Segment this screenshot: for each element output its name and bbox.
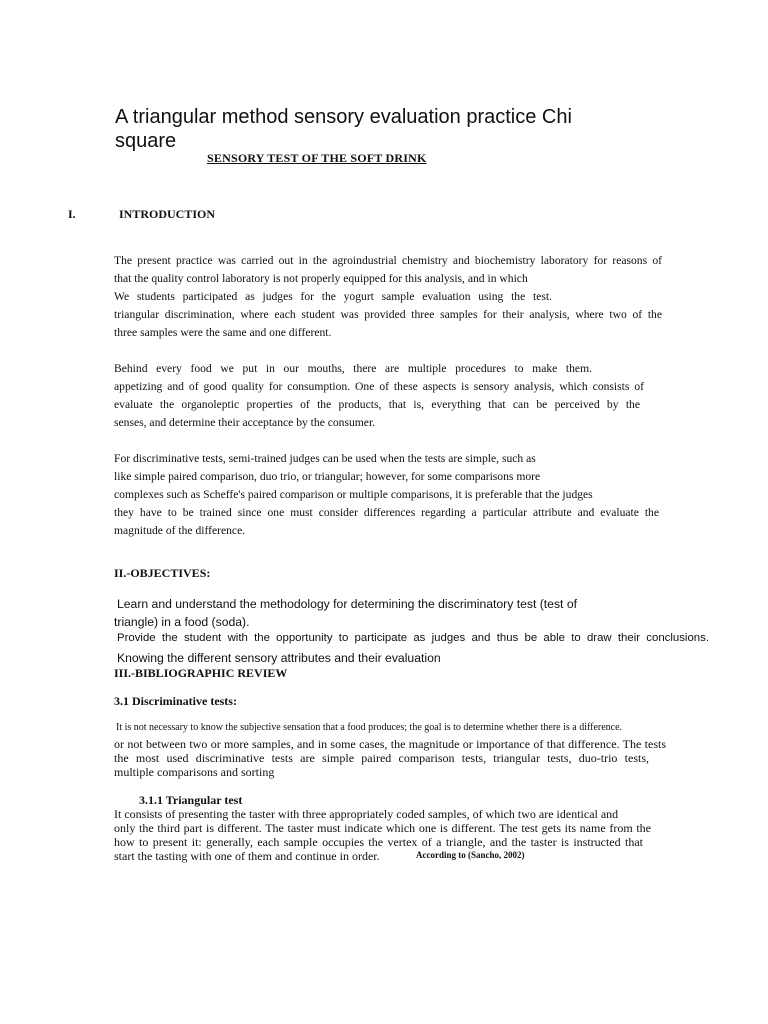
paragraph-line: multiple comparisons and sorting	[114, 765, 275, 779]
paragraph-line: Behind every food we put in our mouths, there are multiple procedures to make them.	[114, 362, 592, 375]
document-title-line2: square	[115, 130, 177, 152]
triangular-test-paragraph	[114, 807, 651, 863]
paragraph-line: We students participated as judges for the yogurt sample evaluation using the test.	[114, 290, 552, 303]
section-heading-introduction: INTRODUCTION	[119, 207, 216, 221]
paragraph-line: the most used discriminative tests are simple paired comparison tests, triangular tests, duo-trio tests,	[114, 751, 649, 765]
section-number-1: I.	[68, 207, 76, 221]
paragraph-line: they have to be trained since one must consider differences regarding a particular attribute and evaluate the	[114, 506, 659, 519]
document-subtitle: SENSORY TEST OF THE SOFT DRINK	[207, 151, 427, 165]
paragraph-intro-1	[114, 252, 662, 342]
paragraph-line: magnitude of the difference.	[114, 524, 246, 537]
paragraph-line: triangular discrimination, where each student was provided three samples for their analysis, where two of the	[114, 308, 662, 321]
paragraph-line: The present practice was carried out in the agroindustrial chemistry and biochemistry laboratory for reasons of	[114, 254, 662, 267]
objective-item-1-line2: triangle) in a food (soda).	[114, 615, 250, 629]
paragraph-intro-2	[114, 360, 644, 432]
paragraph-line: appetizing and of good quality for consumption. One of these aspects is sensory analysis, which consists of	[114, 380, 644, 393]
subsection-heading-3-1-1: 3.1.1 Triangular test	[139, 793, 243, 807]
paragraph-line: start the tasting with one of them and continue in order.	[114, 849, 380, 863]
paragraph-line: that the quality control laboratory is not properly equipped for this analysis, and in which	[114, 272, 528, 285]
paragraph-line: For discriminative tests, semi-trained judges can be used when the tests are simple, such as	[114, 452, 536, 465]
subsection-heading-3-1: 3.1 Discriminative tests:	[114, 694, 237, 708]
objective-item-3: Knowing the different sensory attributes and their evaluation	[117, 651, 441, 665]
objective-item-1-line1: Learn and understand the methodology for determining the discriminatory test (test of	[117, 597, 577, 611]
review-paragraph	[114, 737, 666, 779]
paragraph-line: senses, and determine their acceptance by the consumer.	[114, 416, 376, 429]
paragraph-line: only the third part is different. The taster must indicate which one is different. The test gets its name from the	[114, 821, 651, 835]
section-heading-bibliographic-review: III.-BIBLIOGRAPHIC REVIEW	[114, 666, 288, 680]
paragraph-line: It consists of presenting the taster with three appropriately coded samples, of which two are identical and	[114, 807, 619, 821]
review-line-1: It is not necessary to know the subjective sensation that a food produces; the goal is to determine whether there is a difference.	[116, 722, 623, 733]
paragraph-line: how to present it: generally, each sample occupies the vertex of a triangle, and the taster is instructed that	[114, 835, 643, 849]
citation: According to (Sancho, 2002)	[416, 850, 525, 860]
objective-item-2: Provide the student with the opportunity to participate as judges and thus be able to draw their conclusions.	[117, 632, 709, 644]
paragraph-intro-3	[114, 450, 659, 540]
paragraph-line: or not between two or more samples, and in some cases, the magnitude or importance of that difference. The tests	[114, 737, 666, 751]
section-heading-objectives: II.-OBJECTIVES:	[114, 566, 211, 580]
paragraph-line: three samples were the same and one different.	[114, 326, 332, 339]
paragraph-line: like simple paired comparison, duo trio, or triangular; however, for some comparisons more	[114, 470, 541, 483]
document-title-line1: A triangular method sensory evaluation practice Chi	[115, 106, 572, 128]
paragraph-line: evaluate the organoleptic properties of the products, that is, everything that can be perceived by the	[114, 398, 640, 411]
paragraph-line: complexes such as Scheffe's paired comparison or multiple comparisons, it is preferable that the judges	[114, 488, 593, 501]
